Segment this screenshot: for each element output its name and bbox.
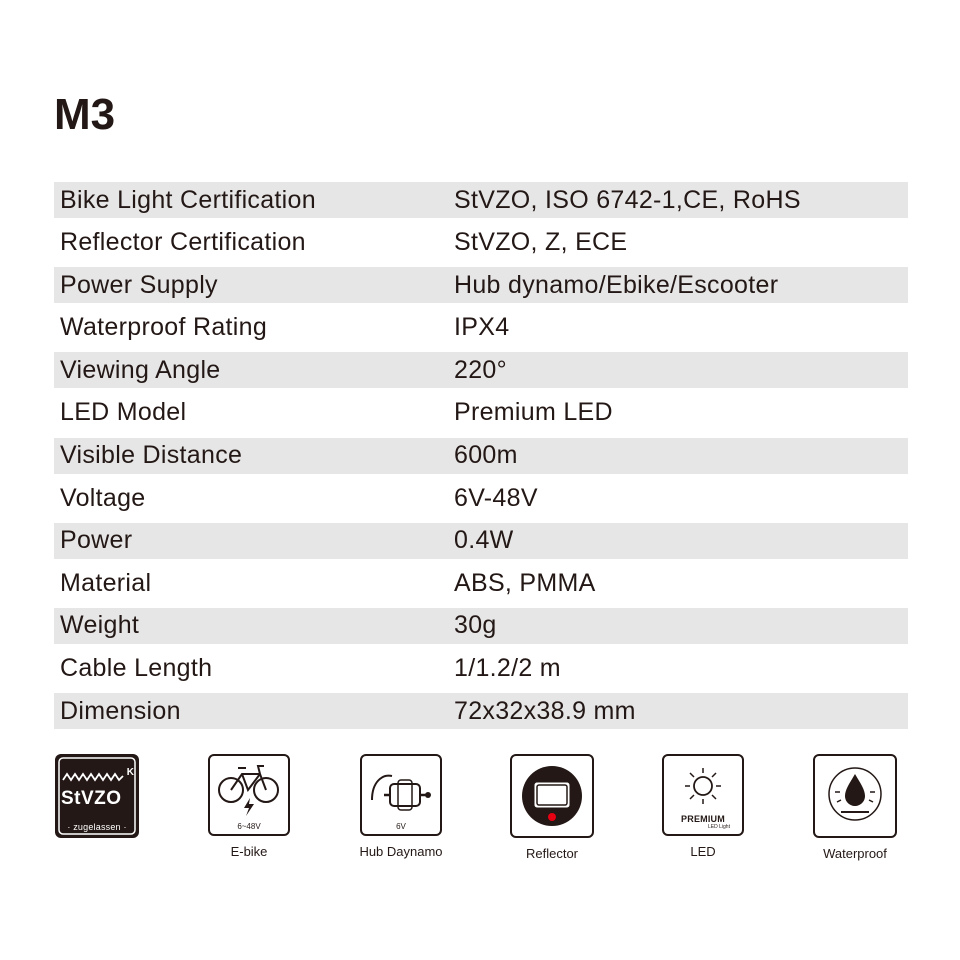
spec-row (54, 182, 908, 218)
ebike-icon (208, 754, 290, 836)
ebike-voltage: 6~48V (237, 822, 261, 831)
hub-dynamo-icon (360, 754, 442, 836)
hub-voltage: 6V (396, 822, 406, 831)
spec-label: Voltage (60, 483, 146, 512)
waterproof-feature (800, 754, 910, 861)
water-drop-icon (815, 756, 895, 836)
spec-value: StVZO, Z, ECE (454, 228, 628, 257)
reflector-feature (497, 754, 607, 861)
spec-label: Bike Light Certification (60, 185, 316, 214)
spec-value: IPX4 (454, 313, 510, 342)
spec-value: 72x32x38.9 mm (454, 696, 636, 725)
waterproof-caption: Waterproof (823, 846, 887, 861)
spec-label: Reflector Certification (60, 228, 306, 257)
stvzo-mark: StVZO (61, 788, 122, 809)
led-caption: LED (690, 844, 716, 859)
hub-caption: Hub Daynamo (359, 844, 443, 859)
premium-sub: LED Light (708, 824, 730, 830)
spec-value: 1/1.2/2 m (454, 654, 561, 683)
spec-label: Power Supply (60, 270, 218, 299)
spec-row (54, 608, 908, 644)
spec-label: Cable Length (60, 654, 213, 683)
spec-value: StVZO, ISO 6742-1,CE, RoHS (454, 185, 801, 214)
spec-value: ABS, PMMA (454, 568, 596, 597)
premium-badge: PREMIUM (681, 814, 725, 824)
spec-value: 220° (454, 355, 507, 384)
spec-table (54, 182, 908, 736)
reflector-caption: Reflector (525, 846, 579, 861)
stvzo-badge (42, 754, 152, 838)
spec-row (54, 310, 908, 346)
led-icon (662, 754, 744, 836)
spec-row (54, 395, 908, 431)
spec-value: 30g (454, 611, 497, 640)
spec-label: Waterproof Rating (60, 313, 268, 342)
reflector-icon (510, 754, 594, 838)
spec-row (54, 438, 908, 474)
spec-value: 600m (454, 441, 518, 470)
spec-row (54, 523, 908, 559)
waterproof-icon (813, 754, 897, 838)
product-title: M3 (54, 90, 116, 139)
spec-row (54, 480, 908, 516)
led-feature (648, 754, 758, 859)
spec-row (54, 267, 908, 303)
hub-dynamo-feature (346, 754, 456, 859)
stvzo-icon (55, 754, 139, 838)
spec-row (54, 565, 908, 601)
spec-label: Visible Distance (60, 441, 243, 470)
stvzo-k-letter: K (126, 767, 134, 778)
feature-icons (0, 754, 960, 874)
spec-value: 6V-48V (454, 483, 538, 512)
spec-row (54, 651, 908, 687)
spec-value: 0.4W (454, 526, 514, 555)
stvzo-subtitle: · zugelassen · (67, 822, 127, 832)
spec-value: Premium LED (454, 398, 613, 427)
spec-label: LED Model (60, 398, 187, 427)
spec-label: Power (60, 526, 133, 555)
spec-label: Dimension (60, 696, 181, 725)
spec-label: Viewing Angle (60, 355, 221, 384)
ebike-feature (194, 754, 304, 859)
ebike-caption: E-bike (230, 844, 268, 859)
spec-row (54, 352, 908, 388)
spec-row (54, 693, 908, 729)
spec-row (54, 225, 908, 261)
spec-label: Weight (60, 611, 140, 640)
spec-value: Hub dynamo/Ebike/Escooter (454, 270, 779, 299)
spec-label: Material (60, 568, 152, 597)
